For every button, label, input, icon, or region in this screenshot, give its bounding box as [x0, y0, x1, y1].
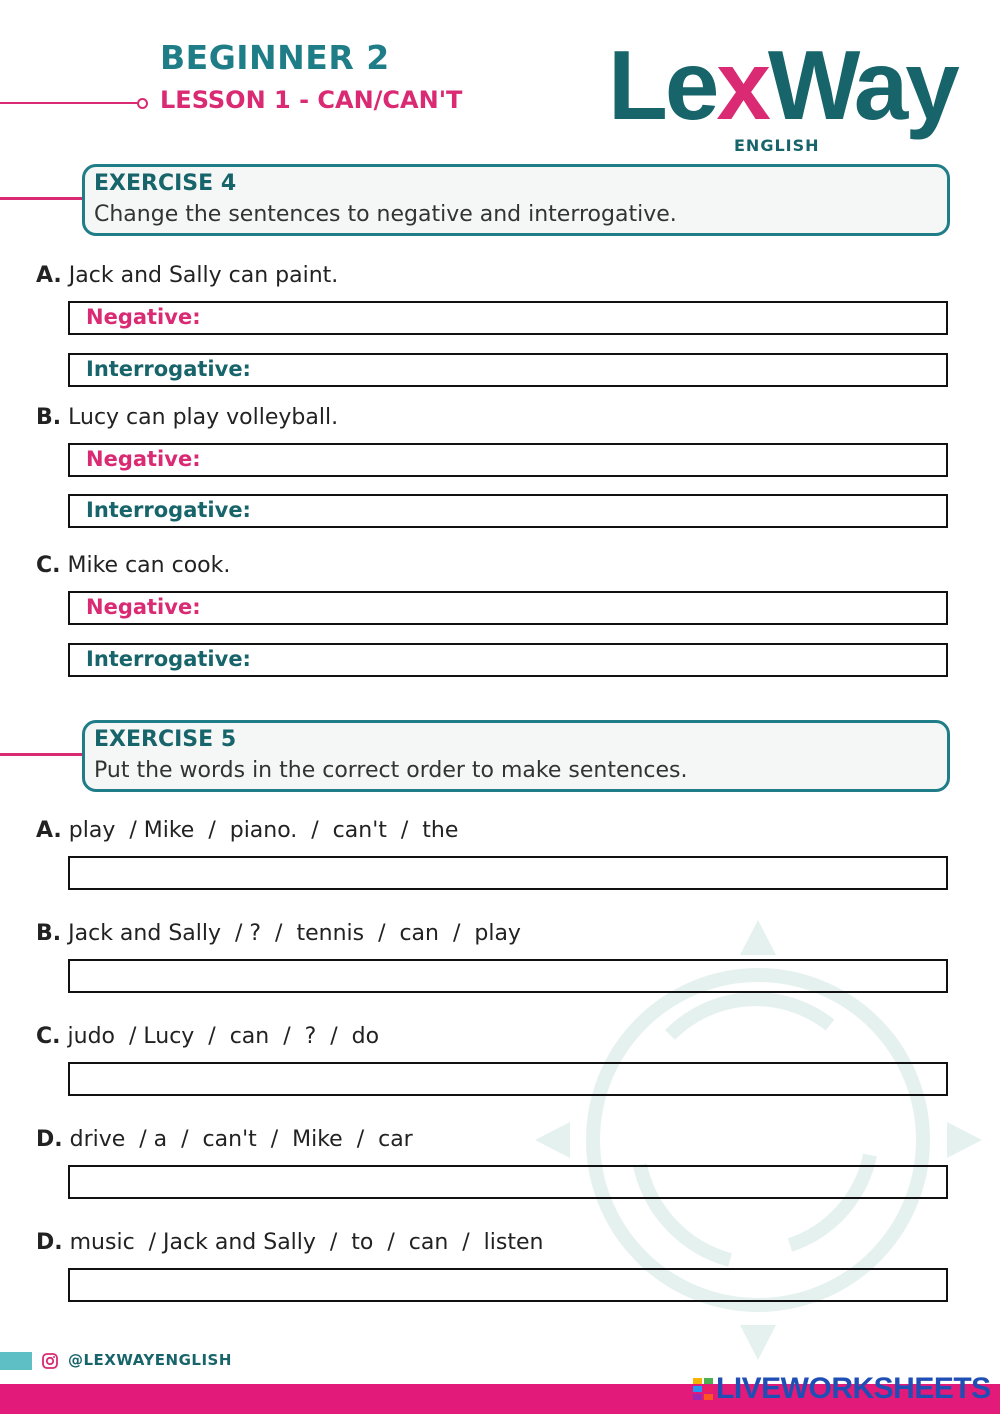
exercise4-a-negative-field[interactable]	[68, 301, 948, 335]
exercise5-b-answer-field[interactable]	[68, 959, 948, 993]
social-handle: @LEXWAYENGLISH	[68, 1351, 232, 1369]
exercise4-header	[82, 164, 950, 236]
exercise5-question-a	[36, 818, 458, 843]
interrogative-label: Interrogative:	[86, 647, 251, 671]
exercise5-instruction: Put the words in the correct order to make sentences.	[94, 758, 688, 783]
exercise5-a-answer-field[interactable]	[68, 856, 948, 890]
level-title: BEGINNER 2	[160, 38, 390, 77]
question-text: drive / a / can't / Mike / car	[62, 1127, 413, 1152]
exercise5-header	[82, 720, 950, 792]
footer-tab-decoration	[0, 1352, 32, 1370]
exercise5-question-c	[36, 1024, 379, 1049]
question-letter: C.	[36, 553, 61, 578]
exercise4-c-negative-field[interactable]	[68, 591, 948, 625]
question-text: judo / Lucy / can / ? / do	[60, 1024, 380, 1049]
question-text: music / Jack and Sally / to / can / listen	[62, 1230, 544, 1255]
logo-word-pre: Le	[608, 30, 717, 140]
exercise4-b-negative-field[interactable]	[68, 443, 948, 477]
exercise4-a-interrogative-field[interactable]	[68, 353, 948, 387]
lesson-title: LESSON 1 - CAN/CAN'T	[160, 86, 463, 114]
question-text: Jack and Sally / ? / tennis / can / play	[61, 921, 521, 946]
exercise5-line-decoration	[0, 753, 86, 756]
lesson-line-decoration	[0, 102, 140, 104]
interrogative-label: Interrogative:	[86, 357, 251, 381]
logo-subtitle: ENGLISH	[734, 136, 820, 155]
exercise4-instruction: Change the sentences to negative and interrogative.	[94, 202, 677, 227]
question-text: Jack and Sally can paint.	[61, 263, 339, 288]
liveworksheets-wordmark[interactable]: LIVEWORKSHEETS	[716, 1372, 991, 1405]
negative-label: Negative:	[86, 447, 201, 471]
logo-word-x: x	[716, 30, 768, 140]
exercise5-c-answer-field[interactable]	[68, 1062, 948, 1096]
exercise4-question-c	[36, 553, 230, 578]
exercise5-question-e	[36, 1230, 543, 1255]
lesson-dot-decoration	[137, 98, 148, 109]
exercise5-title: EXERCISE 5	[94, 727, 237, 752]
negative-label: Negative:	[86, 305, 201, 329]
question-letter: B.	[36, 405, 62, 430]
question-text: Lucy can play volleyball.	[61, 405, 339, 430]
question-letter: D.	[36, 1127, 63, 1152]
question-text: play / Mike / piano. / can't / the	[61, 818, 459, 843]
exercise4-title: EXERCISE 4	[94, 171, 237, 196]
question-letter: A.	[36, 818, 62, 843]
question-text: Mike can cook.	[60, 553, 231, 578]
exercise4-line-decoration	[0, 197, 86, 200]
instagram-icon	[42, 1353, 58, 1369]
logo-word-post: Way	[767, 30, 957, 140]
interrogative-label: Interrogative:	[86, 498, 251, 522]
question-letter: A.	[36, 263, 62, 288]
exercise5-question-b	[36, 921, 521, 946]
exercise4-c-interrogative-field[interactable]	[68, 643, 948, 677]
question-letter: B.	[36, 921, 62, 946]
negative-label: Negative:	[86, 595, 201, 619]
question-letter: D.	[36, 1230, 63, 1255]
exercise5-question-d	[36, 1127, 413, 1152]
exercise5-e-answer-field[interactable]	[68, 1268, 948, 1302]
exercise4-question-b	[36, 405, 338, 430]
exercise4-question-a	[36, 263, 338, 288]
exercise4-b-interrogative-field[interactable]	[68, 494, 948, 528]
liveworksheets-logo-icon	[692, 1376, 714, 1402]
question-letter: C.	[36, 1024, 61, 1049]
lexway-logo	[608, 30, 958, 160]
logo-wordmark	[608, 30, 957, 140]
exercise5-d-answer-field[interactable]	[68, 1165, 948, 1199]
